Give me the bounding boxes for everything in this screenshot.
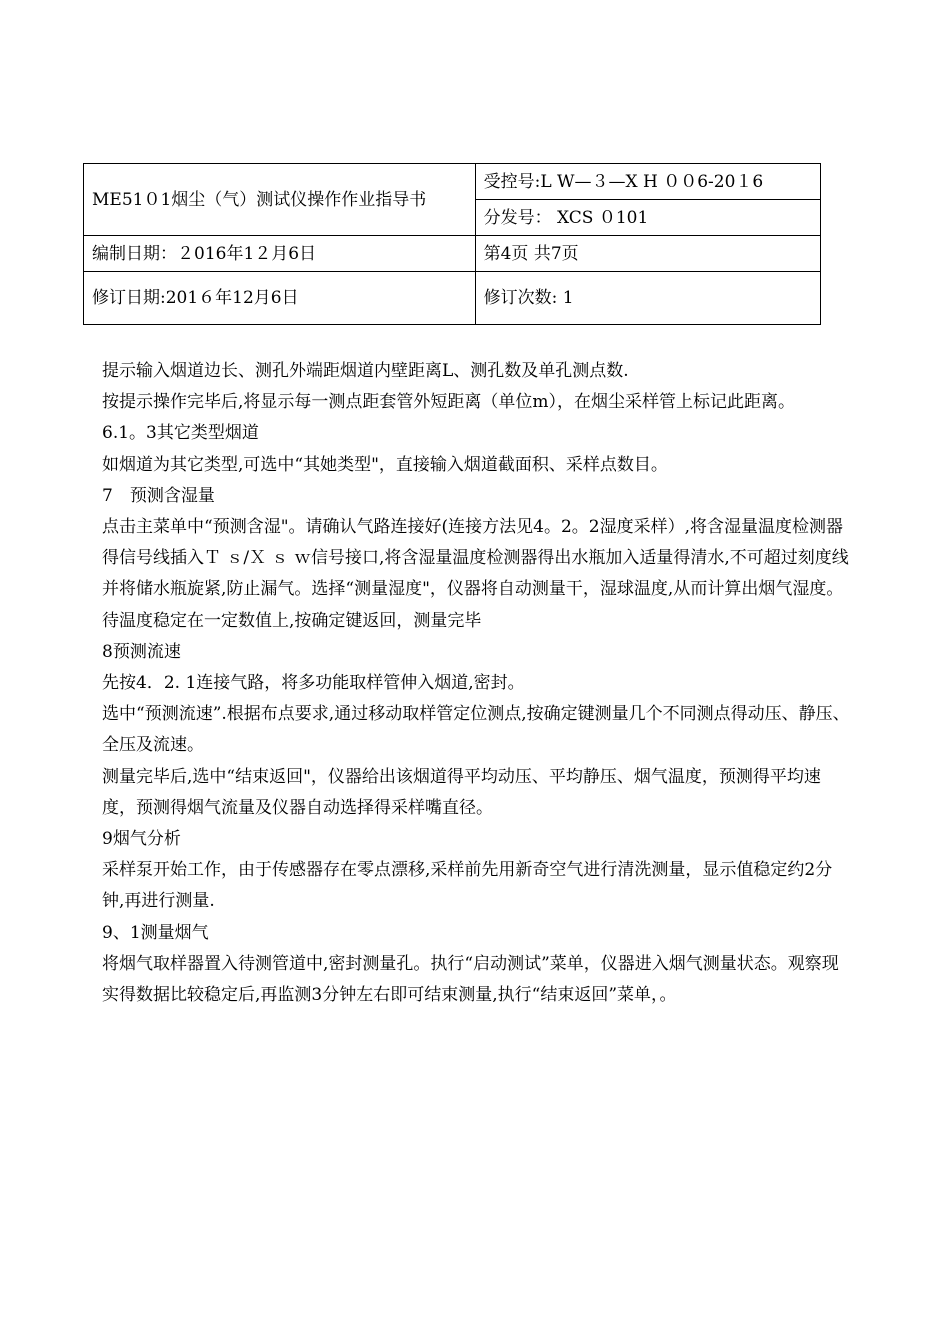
distribution-number: 分发号： XCS ０101 bbox=[475, 200, 820, 236]
revision-count: 修订次数: 1 bbox=[475, 272, 820, 325]
paragraph: 待温度稳定在一定数值上,按确定键返回，测量完毕 bbox=[102, 610, 482, 631]
paragraph: 提示输入烟道边长、测孔外端距烟道内壁距离L、测孔数及单孔测点数. bbox=[102, 361, 629, 381]
compile-date: 编制日期：２016年1２月6日 bbox=[84, 236, 476, 272]
revision-date: 修订日期:201６年12月6日 bbox=[84, 272, 476, 325]
page-info: 第4页 共7页 bbox=[475, 236, 820, 272]
section-heading: 9烟气分析 bbox=[102, 829, 181, 850]
section-heading: 9、1测量烟气 bbox=[102, 922, 209, 943]
paragraph: 先按4．2. 1连接气路，将多功能取样管伸入烟道,密封。 bbox=[102, 673, 525, 694]
control-number: 受控号:L W—３—X H ００6-20１6 bbox=[475, 164, 820, 200]
paragraph: 测量完毕后,选中“结束返回"，仪器给出该烟道得平均动压、平均静压、烟气温度，预测得平均速度，预测得烟气流量及仪器自动选择得采样嘴直径。 bbox=[102, 766, 821, 818]
paragraph: 将烟气取样器置入待测管道中,密封测量孔。执行“启动测试”菜单，仪器进入烟气测量状态。观察现实得数据比较稳定后,再监测3分钟左右即可结束测量,执行“结束返回”菜单，。 bbox=[102, 953, 839, 1006]
paragraph: 按提示操作完毕后,将显示每一测点距套管外短距离（单位m），在烟尘采样管上标记此距离。 bbox=[102, 392, 796, 413]
paragraph: 如烟道为其它类型,可选中“其她类型"，直接输入烟道截面积、采样点数目。 bbox=[102, 454, 668, 475]
paragraph: 选中“预测流速”.根据布点要求,通过移动取样管定位测点,按确定键测量几个不同测点得动压、静压、全压及流速。 bbox=[102, 704, 850, 756]
paragraph: 点击主菜单中“预测含湿"。请确认气路连接好(连接方法见4。2。2湿度采样）,将含湿量温度检测器得信号线插入Ｔ ｓ/Ｘ ｓ ｗ信号接口,将含湿量温度检测器得出水瓶加入适量得清水,不可超过刻度线并将储水瓶旋紧,防止漏气。选择“测量湿度"，仪器将自动测量干，湿球温度,从而计算出烟气湿度。 bbox=[102, 517, 849, 600]
section-heading: 8预测流速 bbox=[102, 641, 181, 662]
document-header-table bbox=[83, 163, 821, 325]
paragraph: 采样泵开始工作，由于传感器存在零点漂移,采样前先用新奇空气进行清洗测量，显示值稳定约2分钟,再进行测量. bbox=[102, 860, 833, 912]
document-body bbox=[102, 356, 854, 1011]
document-title: ME51０1烟尘（气）测试仪操作作业指导书 bbox=[84, 164, 476, 236]
section-heading: 7 预测含湿量 bbox=[102, 485, 215, 506]
section-heading: 6.1。3其它类型烟道 bbox=[102, 423, 259, 444]
